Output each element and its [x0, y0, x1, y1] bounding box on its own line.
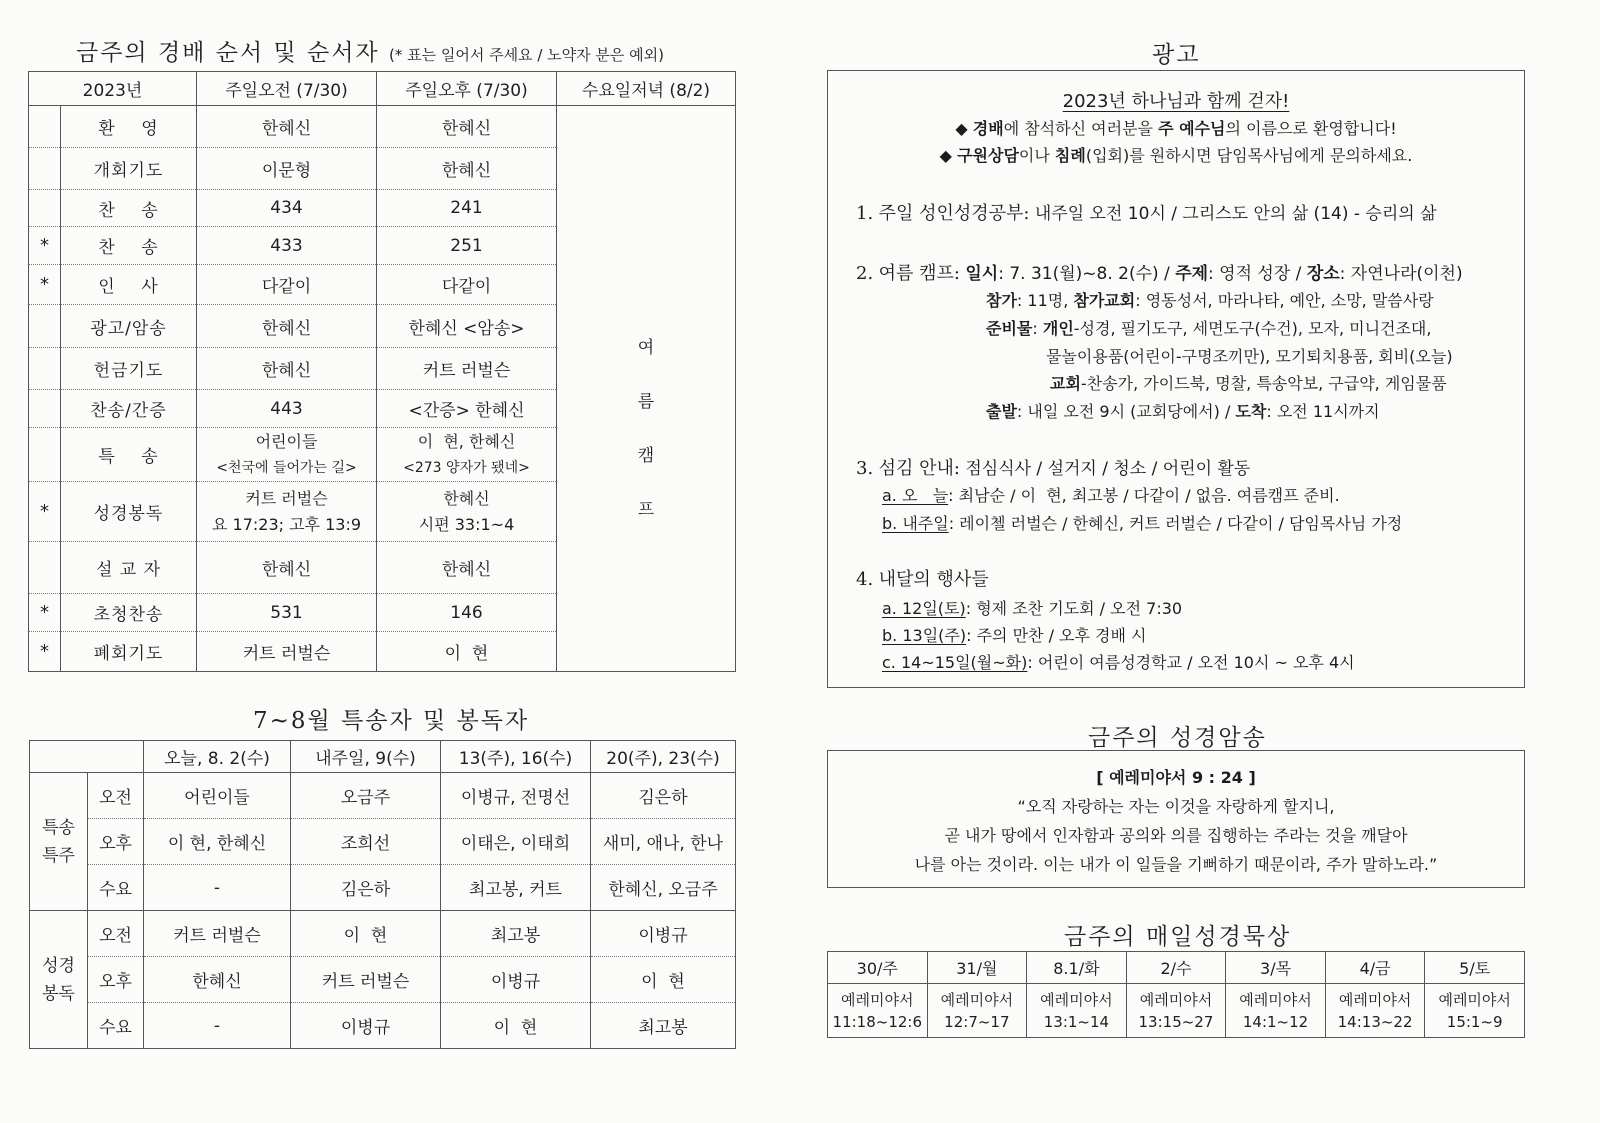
morning-cell: 이문형 — [197, 148, 377, 190]
header-wednesday-evening: 수요일저녁 (8/2) — [557, 72, 736, 106]
book: 예레미야서 — [1239, 990, 1312, 1009]
table-header-row — [828, 952, 1525, 984]
headline-text: 2023년 하나님과 함께 걷자! — [1062, 91, 1290, 112]
text: : 영동성서, 마라나타, 예안, 소망, 말씀사랑 — [1135, 291, 1434, 310]
item-title: 여름 캠프: — [878, 263, 960, 284]
stand-marker — [29, 148, 61, 190]
row-label: 성경봉독 — [61, 482, 197, 542]
day-header: 31/월 — [927, 952, 1027, 984]
verse-line: 곧 내가 땅에서 인자함과 공의와 의를 집행하는 주라는 것을 깨달아 — [944, 826, 1408, 845]
announcements-headline — [828, 87, 1524, 113]
row-label: 찬 송 — [61, 190, 197, 227]
group-label: 성경 — [42, 955, 75, 976]
table-row — [828, 984, 1525, 1038]
book: 예레미야서 — [940, 990, 1014, 1009]
item-number: 4. — [856, 569, 874, 590]
bold-text: 경배 — [972, 119, 1004, 138]
bold-text: 침례 — [1054, 146, 1086, 165]
camp-departure — [986, 399, 1380, 422]
range: 14:1~12 — [1242, 1012, 1309, 1031]
time-label: 수요 — [88, 1003, 144, 1049]
header-blank — [30, 741, 144, 773]
text: : 자연나라(이천) — [1339, 264, 1463, 284]
book: 예레미야서 — [1338, 990, 1412, 1009]
row-label: 인 사 — [61, 265, 197, 305]
singers-table — [29, 740, 736, 1049]
welcome-line — [828, 116, 1524, 139]
stand-marker: * — [29, 227, 61, 265]
stand-marker — [29, 106, 61, 148]
cell: 김은하 — [591, 773, 736, 819]
special-song-title: <273 양자가 됐네> — [403, 459, 530, 476]
morning-cell: 한혜신 — [197, 305, 377, 348]
special-song-singer: 이 현, 한혜신 — [417, 431, 516, 451]
stand-marker — [29, 348, 61, 390]
cell: 이병규 — [441, 957, 591, 1003]
range: 15:1~9 — [1446, 1012, 1503, 1031]
item-title: 주일 성인성경공부: — [878, 203, 1030, 224]
bold-label: 참가교회 — [1073, 291, 1136, 310]
special-song-title: <천국에 들어가는 길> — [216, 459, 357, 476]
summer-camp-char: 캠 — [637, 446, 655, 466]
bold-text: 구원상담 — [957, 146, 1019, 165]
afternoon-cell: 146 — [377, 594, 557, 632]
stand-marker: * — [29, 265, 61, 305]
text: -찬송가, 가이드북, 명찰, 특송악보, 구급약, 게임물품 — [1080, 374, 1447, 393]
camp-supplies-cont: 물놀이용품(어린이-구명조끼만), 모기퇴치용품, 회비(오늘) — [1046, 347, 1453, 366]
header-next-week: 내주일, 9(수) — [291, 741, 441, 773]
singers-heading: 7~8월 특송자 및 봉독자 — [253, 708, 530, 734]
text: : — [1032, 319, 1043, 338]
summer-camp-char: 프 — [637, 500, 655, 520]
time-label: 오후 — [88, 819, 144, 865]
row-label: 찬 송 — [61, 227, 197, 265]
row-label: 환 영 — [61, 106, 197, 148]
afternoon-cell: <간증> 한혜신 — [377, 390, 557, 428]
cell: 이병규, 전명선 — [441, 773, 591, 819]
book: 예레미야서 — [1139, 990, 1213, 1009]
afternoon-cell: 한혜신 — [377, 148, 557, 190]
row-label: 광고/암송 — [61, 305, 197, 348]
event-a — [882, 596, 1182, 619]
range: 11:18~12:6 — [832, 1012, 923, 1031]
table-row — [30, 819, 736, 865]
worship-order-heading — [76, 34, 664, 67]
text: 의 이름으로 환영합니다! — [1225, 119, 1397, 138]
book: 예레미야서 — [1040, 990, 1113, 1009]
camp-church-supplies — [1050, 371, 1447, 394]
cell: 한혜신, 오금주 — [591, 865, 736, 911]
cell: 오금주 — [291, 773, 441, 819]
text: : 오전 11시까지 — [1266, 402, 1380, 421]
sub-text: : 형제 조찬 기도회 / 오전 7:30 — [965, 599, 1183, 618]
verse-line: “오직 자랑하는 자는 이것을 자랑하게 할지니, — [1017, 797, 1335, 816]
sub-text: : 주의 만찬 / 오후 경배 시 — [966, 626, 1147, 645]
verse-reference: [ 예레미야서 9 : 24 ] — [1096, 768, 1256, 787]
sub-label: b. 13일(주) — [882, 626, 967, 645]
scripture-reference: 시편 33:1~4 — [418, 514, 515, 534]
morning-cell: 다같이 — [197, 265, 377, 305]
row-label: 특 송 — [61, 428, 197, 482]
header-year: 2023년 — [29, 72, 197, 106]
text: -성경, 필기도구, 세면도구(수건), 모자, 미니건조대, — [1073, 319, 1432, 338]
morning-cell: 한혜신 — [197, 106, 377, 148]
reading-cell — [1027, 984, 1127, 1038]
cell: 커트 러벌슨 — [291, 957, 441, 1003]
morning-cell — [197, 482, 377, 542]
announcement-item-3 — [856, 454, 1250, 480]
time-label: 오후 — [88, 957, 144, 1003]
table-row — [29, 106, 736, 148]
morning-cell: 한혜신 — [197, 542, 377, 594]
range: 13:15~27 — [1138, 1012, 1214, 1031]
bold-label: 도착 — [1235, 402, 1267, 421]
announcement-item-2 — [856, 259, 1463, 285]
reading-cell — [1325, 984, 1425, 1038]
scripture-reference: 요 17:23; 고후 13:9 — [211, 514, 362, 534]
morning-cell: 커트 러벌슨 — [197, 632, 377, 672]
table-header-row — [29, 72, 736, 106]
cell: 커트 러벌슨 — [144, 911, 291, 957]
afternoon-cell: 251 — [377, 227, 557, 265]
group-label: 특주 — [42, 845, 75, 866]
afternoon-cell — [377, 428, 557, 482]
afternoon-cell: 241 — [377, 190, 557, 227]
table-row — [30, 865, 736, 911]
table-row — [30, 1003, 736, 1049]
morning-cell — [197, 428, 377, 482]
text: : 내일 오전 9시 (교회당에서) / — [1016, 402, 1236, 421]
afternoon-cell: 이 현 — [377, 632, 557, 672]
stand-marker: * — [29, 594, 61, 632]
group-special-music — [30, 773, 88, 911]
verse-heading: 금주의 성경암송 — [1088, 725, 1267, 751]
cell: 최고봉, 커트 — [441, 865, 591, 911]
reading-cell — [828, 984, 928, 1038]
text: (입회)를 원하시면 담임목사님에게 문의하세요. — [1085, 146, 1413, 165]
bold-label: 일시 — [965, 264, 999, 284]
service-next-week — [882, 511, 1402, 534]
row-label: 폐회기도 — [61, 632, 197, 672]
cell: 어린이들 — [144, 773, 291, 819]
worship-order-note: (* 표는 일어서 주세요 / 노약자 분은 예외) — [388, 46, 664, 64]
camp-participants — [986, 288, 1434, 311]
text: : 11명, — [1016, 291, 1074, 310]
afternoon-cell: 다같이 — [377, 265, 557, 305]
header-sunday-afternoon: 주일오후 (7/30) — [377, 72, 557, 106]
text: 에 참석하신 여러분을 — [1003, 119, 1159, 138]
morning-cell: 한혜신 — [197, 348, 377, 390]
group-label: 봉독 — [42, 983, 75, 1004]
row-label: 헌금기도 — [61, 348, 197, 390]
morning-cell: 433 — [197, 227, 377, 265]
header-sunday-morning: 주일오전 (7/30) — [197, 72, 377, 106]
book: 예레미야서 — [1438, 990, 1511, 1009]
sub-text: : 어린이 여름성경학교 / 오전 10시 ~ 오후 4시 — [1027, 653, 1355, 672]
summer-camp-char: 여 — [637, 338, 655, 358]
bold-label: 참가 — [986, 291, 1017, 310]
row-label: 초청찬송 — [61, 594, 197, 632]
table-header-row — [30, 741, 736, 773]
item-title: 내달의 행사들 — [878, 569, 989, 590]
day-header: 30/주 — [828, 952, 928, 984]
scripture-reader: 커트 러벌슨 — [245, 488, 328, 508]
table-row — [30, 773, 736, 819]
item-number: 2. — [856, 263, 874, 284]
scripture-reader: 한혜신 — [443, 488, 490, 508]
announcements-box — [827, 70, 1525, 688]
group-label: 특송 — [42, 817, 75, 838]
item-text: 내주일 오전 10시 / 그리스도 안의 삶 (14) - 승리의 삶 — [1034, 204, 1437, 224]
bold-text: 주 예수님 — [1158, 119, 1226, 138]
day-header: 5/토 — [1425, 952, 1525, 984]
text: 이나 — [1018, 146, 1055, 165]
reading-cell — [1226, 984, 1326, 1038]
row-label: 설 교 자 — [61, 542, 197, 594]
bold-label: 교회 — [1050, 374, 1081, 393]
cell: 최고봉 — [591, 1003, 736, 1049]
reading-cell — [927, 984, 1027, 1038]
daily-reading-table — [827, 951, 1525, 1038]
bold-label: 개인 — [1042, 319, 1074, 338]
stand-marker — [29, 305, 61, 348]
bold-label: 주제 — [1175, 264, 1209, 284]
sub-text: : 최남순 / 이 현, 최고봉 / 다같이 / 없음. 여름캠프 준비. — [948, 486, 1340, 505]
cell: 이병규 — [591, 911, 736, 957]
header-today: 오늘, 8. 2(수) — [144, 741, 291, 773]
ads-heading: 광고 — [1152, 42, 1201, 68]
cell: 이 현 — [441, 1003, 591, 1049]
bold-label: 출발 — [986, 402, 1017, 421]
afternoon-cell: 한혜신 — [377, 542, 557, 594]
row-label: 찬송/간증 — [61, 390, 197, 428]
wednesday-summer-camp-cell — [557, 106, 736, 672]
range: 13:1~14 — [1043, 1012, 1110, 1031]
day-header: 8.1/화 — [1027, 952, 1127, 984]
day-header: 4/금 — [1325, 952, 1425, 984]
cell: - — [144, 865, 291, 911]
time-label: 오전 — [88, 773, 144, 819]
cell: 이 현 — [591, 957, 736, 1003]
group-scripture-reading — [30, 911, 88, 1049]
table-row — [30, 957, 736, 1003]
reading-cell — [1126, 984, 1226, 1038]
book: 예레미야서 — [841, 990, 914, 1009]
morning-cell: 443 — [197, 390, 377, 428]
reading-cell — [1425, 984, 1525, 1038]
cell: 이 현, 한혜신 — [144, 819, 291, 865]
item-number: 3. — [856, 458, 874, 479]
stand-marker — [29, 428, 61, 482]
sub-label: b. 내주일 — [882, 514, 949, 533]
stand-marker: * — [29, 632, 61, 672]
cell: 이태은, 이태희 — [441, 819, 591, 865]
text: : 7. 31(월)~8. 2(수) / — [998, 264, 1176, 284]
table-row — [30, 911, 736, 957]
memory-verse-box — [827, 750, 1525, 888]
daily-reading-heading: 금주의 매일성경묵상 — [1064, 924, 1292, 950]
sub-label: a. 오 늘 — [882, 486, 949, 505]
range: 12:7~17 — [944, 1012, 1010, 1031]
cell: 조희선 — [291, 819, 441, 865]
verse-line: 나를 아는 것이라. 이는 내가 이 일들을 기뻐하기 때문이라, 주가 말하노라.” — [914, 855, 1438, 874]
sub-label: a. 12일(토) — [882, 599, 966, 618]
cell: 김은하 — [291, 865, 441, 911]
row-label: 개회기도 — [61, 148, 197, 190]
stand-marker: * — [29, 482, 61, 542]
diamond-icon: ◆ — [955, 119, 968, 138]
header-13-16: 13(주), 16(수) — [441, 741, 591, 773]
header-20-23: 20(주), 23(수) — [591, 741, 736, 773]
stand-marker — [29, 542, 61, 594]
day-header: 3/목 — [1226, 952, 1326, 984]
bold-label: 준비물 — [986, 319, 1033, 338]
range: 14:13~22 — [1337, 1012, 1413, 1031]
event-b — [882, 623, 1147, 646]
announcement-item-1 — [856, 199, 1437, 225]
special-song-singer: 어린이들 — [255, 431, 318, 451]
cell: 이 현 — [291, 911, 441, 957]
camp-supplies — [986, 316, 1431, 339]
time-label: 수요 — [88, 865, 144, 911]
morning-cell: 531 — [197, 594, 377, 632]
announcement-item-4 — [856, 565, 989, 591]
afternoon-cell: 커트 러벌슨 — [377, 348, 557, 390]
sub-text: : 레이첼 러벌슨 / 한혜신, 커트 러벌슨 / 다같이 / 담임목사님 가정 — [948, 514, 1403, 533]
service-today — [882, 483, 1340, 506]
cell: 이병규 — [291, 1003, 441, 1049]
text: : 영적 성장 / — [1208, 264, 1307, 284]
summer-camp-char: 름 — [637, 392, 655, 412]
afternoon-cell: 한혜신 <암송> — [377, 305, 557, 348]
afternoon-cell: 한혜신 — [377, 106, 557, 148]
day-header: 2/수 — [1126, 952, 1226, 984]
cell: 최고봉 — [441, 911, 591, 957]
afternoon-cell — [377, 482, 557, 542]
sub-label: c. 14~15일(월~화) — [882, 653, 1028, 672]
cell: 한혜신 — [144, 957, 291, 1003]
cell: 새미, 애나, 한나 — [591, 819, 736, 865]
worship-order-title: 금주의 경배 순서 및 순서자 — [76, 40, 380, 66]
item-number: 1. — [856, 203, 874, 224]
item-text: 점심식사 / 설거지 / 청소 / 어린이 활동 — [965, 459, 1251, 479]
item-title: 섬김 안내: — [878, 458, 960, 479]
worship-order-table — [28, 71, 736, 672]
time-label: 오전 — [88, 911, 144, 957]
counsel-line — [828, 143, 1524, 166]
stand-marker — [29, 390, 61, 428]
morning-cell: 434 — [197, 190, 377, 227]
event-c — [882, 650, 1355, 673]
diamond-icon: ◆ — [939, 146, 952, 165]
cell: - — [144, 1003, 291, 1049]
stand-marker — [29, 190, 61, 227]
bold-label: 장소 — [1306, 264, 1340, 284]
